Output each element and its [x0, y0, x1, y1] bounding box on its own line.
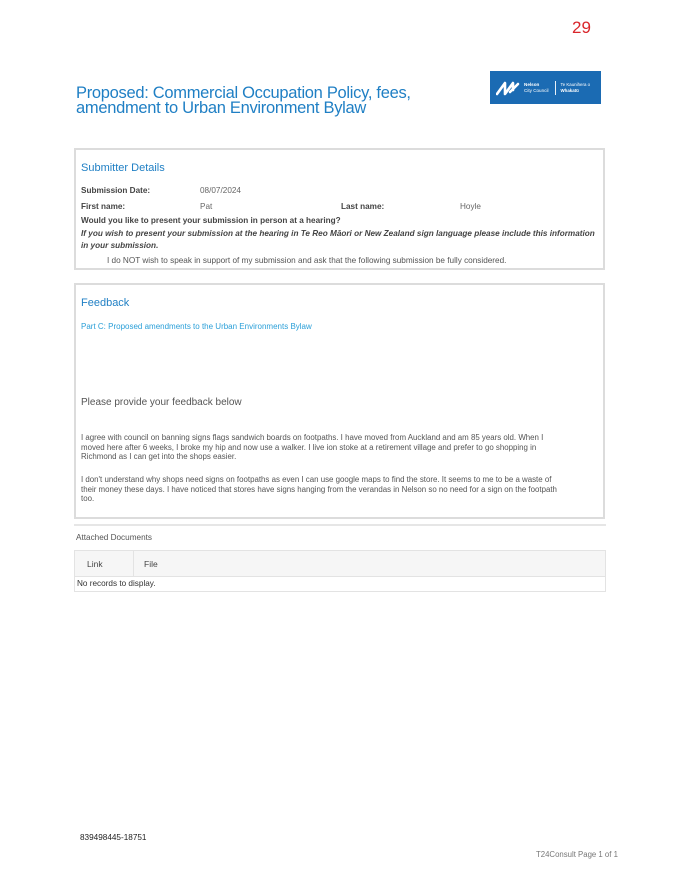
first-name-value: Pat [200, 202, 213, 211]
feedback-paragraph-1: I agree with council on banning signs flags sandwich boards on footpaths. I have moved from Auckland and am 85 years old. When I moved here after 6 weeks, I broke my hip and now use a walker. I live ion stoke at a retirement village and prefer to go shopping in Richmond as I can get into the shops easier. [81, 433, 544, 462]
last-name-value: Hoyle [460, 202, 481, 211]
logo-divider [555, 81, 556, 95]
attachments-table [74, 550, 606, 592]
document-id: 839498445-18751 [80, 833, 147, 842]
feedback-prompt: Please provide your feedback below [81, 397, 242, 408]
logo-text-city-council: City Council [524, 87, 549, 93]
council-logo-icon [496, 80, 520, 96]
submission-date-label: Submission Date: [81, 186, 151, 195]
column-header-link[interactable]: Link [75, 551, 134, 576]
feedback-paragraph-2: I don't understand why shops need signs on footpaths as even I can use google maps to find the store. It seems to me to be a waste of their money these days. I have noticed that stores have signs hanging from the verandas in Nelson so no need for a sign on the footpath too. [81, 475, 557, 504]
column-header-file[interactable]: File [144, 558, 158, 569]
feedback-panel [74, 283, 605, 519]
logo-text-whakatu: Whakatū [560, 87, 579, 93]
section-divider [74, 524, 606, 526]
council-logo [490, 71, 601, 104]
hearing-question-note: If you wish to present your submission at the hearing in Te Reo Māori or New Zealand sign language please include this information in your submission. [81, 229, 595, 250]
submission-date-value: 08/07/2024 [200, 186, 241, 195]
logo-text-te-kaunihera: Te Kaunihera o [560, 81, 591, 87]
page-number: 29 [572, 18, 591, 37]
logo-text-nelson: Nelson [524, 81, 540, 87]
submitter-details-panel [74, 148, 605, 270]
page-title: Proposed: Commercial Occupation Policy, fees, amendment to Urban Environment Bylaw [76, 84, 411, 117]
attached-documents-heading: Attached Documents [76, 533, 153, 542]
hearing-answer: I do NOT wish to speak in support of my submission and ask that the following submission be fully considered. [107, 256, 507, 265]
first-name-label: First name: [81, 202, 126, 211]
submitter-details-heading: Submitter Details [81, 162, 165, 174]
feedback-heading: Feedback [81, 297, 130, 309]
hearing-question: Would you like to present your submission in person at a hearing? [81, 216, 341, 225]
last-name-label: Last name: [341, 202, 385, 211]
feedback-part-label: Part C: Proposed amendments to the Urban Environments Bylaw [81, 322, 312, 331]
page-footer: T24Consult Page 1 of 1 [536, 850, 618, 859]
empty-table-message: No records to display. [77, 579, 156, 588]
table-header-row [75, 551, 605, 577]
